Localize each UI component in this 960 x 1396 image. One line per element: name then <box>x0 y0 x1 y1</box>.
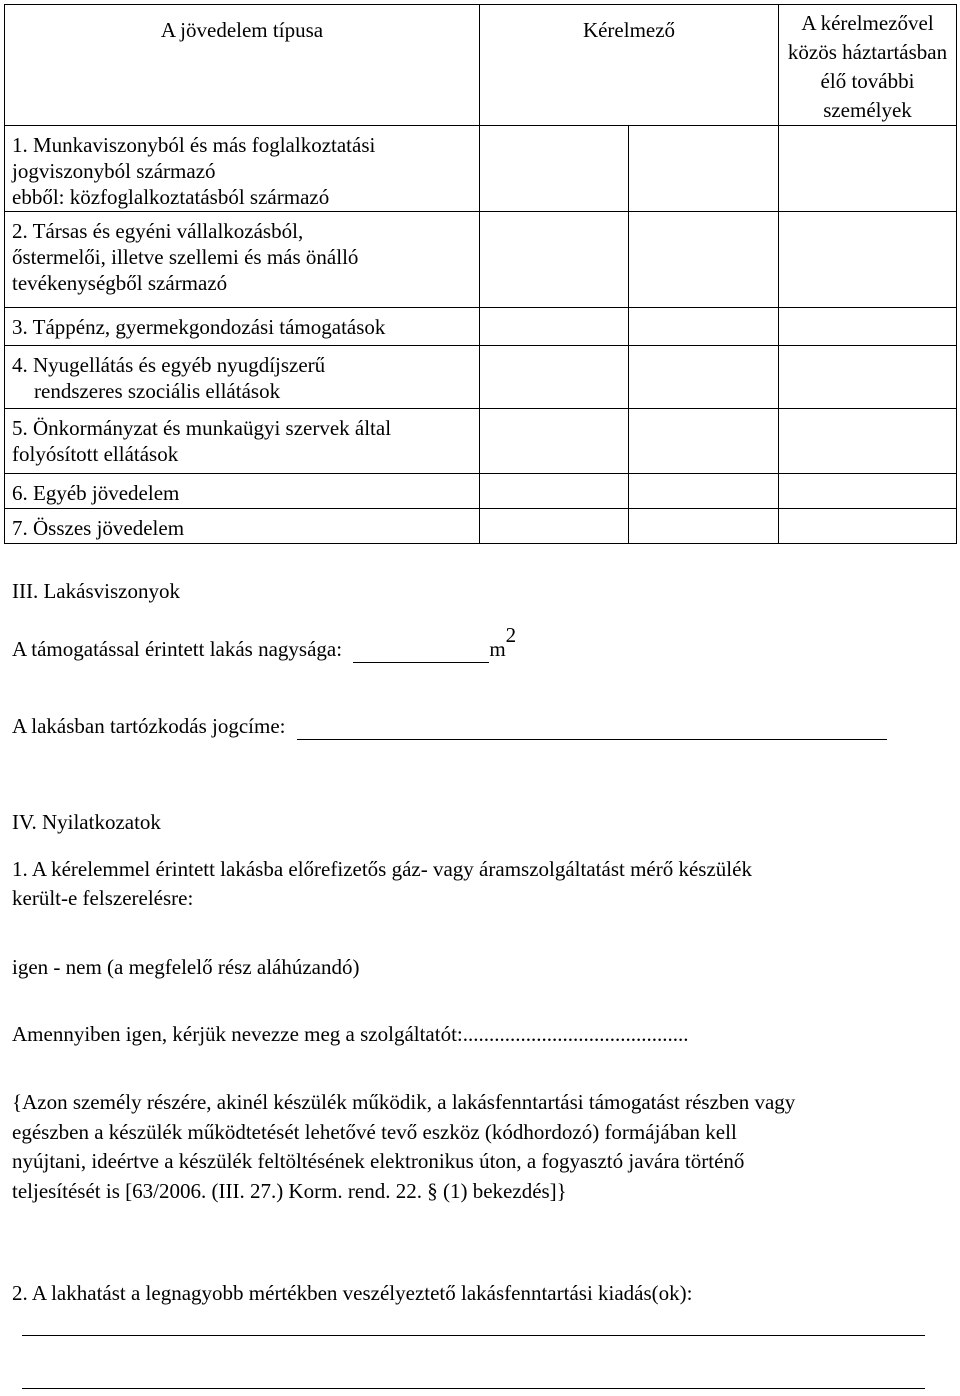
flat-size-field[interactable] <box>353 636 489 663</box>
income-type-cell: 6. Egyéb jövedelem <box>5 474 480 509</box>
header-applicant: Kérelmező <box>480 5 779 126</box>
question-1: 1. A kérelemmel érintett lakásba előrefizetős gáz- vagy áramszolgáltatást mérő készülék került-e felszerelésre: <box>12 857 752 910</box>
applicant-cell[interactable] <box>480 346 629 409</box>
flat-size-unit-exponent: 2 <box>505 623 517 647</box>
applicant-cell[interactable] <box>480 509 629 544</box>
legal-note: {Azon személy részére, akinél készülék működik, a lakásfenntartási támogatást részben vagy egészben a készülék működtetését lehetővé tevő eszköz (kódhordozó) formájában kell nyújtani, ideértve a készülék feltöltésének elektronikus úton, a fogyasztó javára történő teljesítését is [63/2006. (III. 27.) Korm. rend. 22. § (1) bekezdés]} <box>12 1090 796 1203</box>
flat-size-unit: m <box>489 637 506 661</box>
section-declarations-title: IV. Nyilatkozatok <box>12 810 161 834</box>
household-cell[interactable] <box>779 308 957 346</box>
income-type-cell: 4. Nyugellátás és egyéb nyugdíjszerű rendszeres szociális ellátások <box>5 346 480 409</box>
residence-title-label: A lakásban tartózkodás jogcíme: <box>12 714 286 738</box>
household-cell[interactable] <box>779 409 957 474</box>
table-row <box>5 126 957 212</box>
table-header-row <box>5 5 957 126</box>
income-type-cell: 5. Önkormányzat és munkaügyi szervek által folyósított ellátások <box>5 409 480 474</box>
applicant-cell[interactable] <box>480 126 629 212</box>
table-row <box>5 474 957 509</box>
income-type-cell: 1. Munkaviszonyból és más foglalkoztatási jogviszonyból származó ebből: közfoglalkoztatásból származó <box>5 126 480 212</box>
income-type-cell: 2. Társas és egyéni vállalkozásból, őstermelői, illetve szellemi és más önálló tevékenységből származó <box>5 212 480 308</box>
residence-title-field[interactable] <box>297 713 887 740</box>
flat-size-row <box>12 623 517 663</box>
question-2: 2. A lakhatást a legnagyobb mértékben veszélyeztető lakásfenntartási kiadás(ok): <box>12 1281 693 1305</box>
applicant-cell[interactable] <box>629 509 779 544</box>
household-cell[interactable] <box>779 474 957 509</box>
header-household-members: A kérelmezővel közös háztartásban élő további személyek <box>779 5 957 126</box>
applicant-cell[interactable] <box>629 212 779 308</box>
flat-size-label: A támogatással érintett lakás nagysága: <box>12 637 343 661</box>
table-row <box>5 509 957 544</box>
applicant-cell[interactable] <box>629 346 779 409</box>
household-cell[interactable] <box>779 509 957 544</box>
household-cell[interactable] <box>779 212 957 308</box>
provider-field[interactable]: Amennyiben igen, kérjük nevezze meg a szolgáltatót:........................................... <box>12 1022 689 1046</box>
answer-line[interactable] <box>22 1335 925 1336</box>
section-housing-title: III. Lakásviszonyok <box>12 579 180 603</box>
table-row <box>5 346 957 409</box>
income-type-cell: 7. Összes jövedelem <box>5 509 480 544</box>
residence-title-row <box>12 713 887 740</box>
income-table <box>4 4 957 544</box>
applicant-cell[interactable] <box>480 409 629 474</box>
household-cell[interactable] <box>779 126 957 212</box>
applicant-cell[interactable] <box>480 212 629 308</box>
table-row <box>5 212 957 308</box>
header-income-type: A jövedelem típusa <box>5 5 480 126</box>
applicant-cell[interactable] <box>629 308 779 346</box>
yes-no-choice[interactable]: igen - nem (a megfelelő rész aláhúzandó) <box>12 955 360 979</box>
household-cell[interactable] <box>779 346 957 409</box>
applicant-cell[interactable] <box>629 474 779 509</box>
applicant-cell[interactable] <box>629 409 779 474</box>
answer-line[interactable] <box>22 1388 925 1389</box>
applicant-cell[interactable] <box>480 474 629 509</box>
applicant-cell[interactable] <box>480 308 629 346</box>
income-type-cell: 3. Táppénz, gyermekgondozási támogatások <box>5 308 480 346</box>
applicant-cell[interactable] <box>629 126 779 212</box>
table-row <box>5 308 957 346</box>
table-row <box>5 409 957 474</box>
